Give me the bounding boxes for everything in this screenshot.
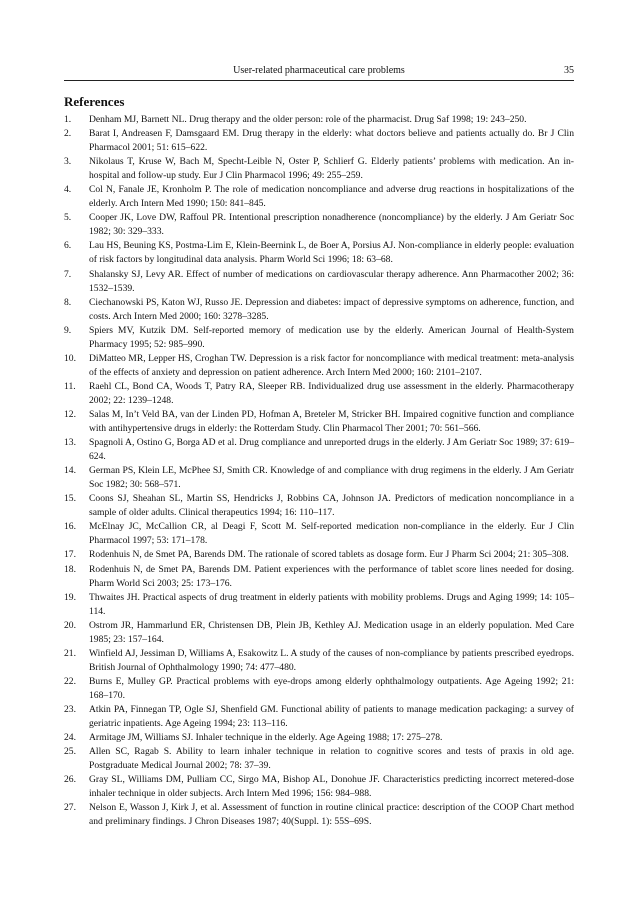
reference-item (64, 464, 574, 492)
reference-text: Spagnoli A, Ostino G, Borga AD et al. Drug compliance and unreported drugs in the elderly. J Am Geriatr Soc 1989; 37: 619–624. (89, 437, 574, 463)
reference-item (64, 731, 574, 745)
reference-text: Nikolaus T, Kruse W, Bach M, Specht-Leible N, Oster P, Schlierf G. Elderly patients’ problems with medication. An in-hospital and follow-up study. Eur J Clin Pharmacol 1996; 49: 255–259. (89, 156, 574, 182)
reference-item (64, 324, 574, 352)
reference-item (64, 296, 574, 324)
reference-text: McElnay JC, McCallion CR, al Deagi F, Scott M. Self-reported medication non-compliance in the elderly. Eur J Clin Pharmacol 1997; 53: 171–178. (89, 521, 574, 547)
reference-text: Atkin PA, Finnegan TP, Ogle SJ, Shenfield GM. Functional ability of patients to manage medication packaging: a survey of geriatric inpatients. Age Ageing 1994; 23: 113–116. (89, 703, 574, 730)
reference-item (64, 183, 574, 211)
reference-number: 19. (64, 591, 76, 603)
reference-number: 24. (64, 732, 76, 744)
reference-number: 27. (64, 802, 76, 814)
reference-item (64, 619, 574, 647)
reference-number: 12. (64, 408, 76, 420)
reference-item (64, 563, 574, 591)
reference-number: 23. (64, 703, 76, 715)
reference-item (64, 113, 574, 127)
reference-item (64, 127, 574, 155)
reference-number: 15. (64, 493, 76, 505)
reference-number: 21. (64, 647, 76, 659)
reference-number: 25. (64, 746, 76, 758)
reference-item (64, 520, 574, 548)
reference-number: 14. (64, 465, 76, 477)
reference-number: 4. (64, 184, 72, 196)
reference-number: 11. (64, 380, 76, 392)
reference-item (64, 675, 574, 703)
reference-item (64, 352, 574, 380)
reference-text: Burns E, Mulley GP. Practical problems with eye-drops among elderly ophthalmology outpatients. Age Ageing 1992; 21: 168–170. (89, 675, 574, 701)
reference-text: Barat I, Andreasen F, Damsgaard EM. Drug therapy in the elderly: what doctors believe and patients actually do. Br J Clin Pharmacol 2001; 51: 615–622. (89, 128, 574, 154)
reference-text: Spiers MV, Kutzik DM. Self-reported memory of medication use by the elderly. American Journal of Health-System Pharmacy 1995; 52: 985–990. (89, 324, 574, 350)
reference-list (64, 113, 574, 829)
reference-text: German PS, Klein LE, McPhee SJ, Smith CR. Knowledge of and compliance with drug regimens in the elderly. J Am Geriatr Soc 1982; 30: 568–571. (89, 465, 574, 491)
reference-item (64, 773, 574, 801)
reference-item (64, 211, 574, 239)
reference-number: 1. (64, 114, 72, 125)
reference-number: 16. (64, 521, 76, 533)
reference-item (64, 548, 574, 562)
reference-item (64, 745, 574, 773)
reference-text: Col N, Fanale JE, Kronholm P. The role of medication noncompliance and adverse drug reactions in hospitalizations of the elderly. Arch Intern Med 1990; 150: 841–845. (89, 184, 574, 210)
running-header (64, 64, 574, 78)
reference-text: DiMatteo MR, Lepper HS, Croghan TW. Depression is a risk factor for noncompliance with medical treatment: meta-analysis of the effects of anxiety and depression on patient adherence. Arch Intern Med 2000; 160: 2101–2107. (89, 352, 574, 378)
reference-number: 18. (64, 563, 76, 575)
reference-number: 3. (64, 156, 72, 168)
reference-number: 10. (64, 352, 76, 364)
reference-text: Ciechanowski PS, Katon WJ, Russo JE. Depression and diabetes: impact of depressive symptoms on adherence, function, and costs. Arch Intern Med 2000; 160: 3278–3285. (89, 296, 574, 322)
reference-number: 7. (64, 268, 72, 280)
reference-text: Rodenhuis N, de Smet PA, Barends DM. Patient experiences with the performance of tablet score lines needed for dosing. Pharm World Sci 2003; 25: 173–176. (89, 563, 574, 589)
reference-text: Salas M, In’t Veld BA, van der Linden PD, Hofman A, Breteler M, Stricker BH. Impaired cognitive function and compliance with antihypertensive drugs in elderly: the Rotterdam Study. Clin Pharmacol Ther 2001; 70: 561–566. (89, 408, 574, 435)
reference-number: 9. (64, 324, 72, 336)
reference-item (64, 408, 574, 436)
reference-text: Denham MJ, Barnett NL. Drug therapy and the older person: role of the pharmacist. Drug Saf 1998; 19: 243–250. (89, 114, 527, 125)
reference-item (64, 647, 574, 675)
reference-item (64, 239, 574, 267)
reference-item (64, 436, 574, 464)
reference-text: Coons SJ, Sheahan SL, Martin SS, Hendricks J, Robbins CA, Johnson JA. Predictors of medication noncompliance in a sample of older adults. Clinical therapeutics 1994; 16: 110–117. (89, 493, 574, 519)
reference-number: 26. (64, 774, 76, 786)
reference-text: Raehl CL, Bond CA, Woods T, Patry RA, Sleeper RB. Individualized drug use assessment in the elderly. Pharmacotherapy 2002; 22: 1239–1248. (89, 380, 574, 406)
reference-text: Allen SC, Ragab S. Ability to learn inhaler technique in relation to cognitive scores and tests of praxis in old age. Postgraduate Medical Journal 2002; 78: 37–39. (89, 746, 574, 772)
reference-item (64, 155, 574, 183)
page-number: 35 (564, 65, 574, 76)
reference-number: 20. (64, 619, 76, 631)
reference-item (64, 380, 574, 408)
reference-text: Shalansky SJ, Levy AR. Effect of number of medications on cardiovascular therapy adherence. Ann Pharmacother 2002; 36: 1532–1539. (89, 268, 574, 294)
reference-text: Nelson E, Wasson J, Kirk J, et al. Assessment of function in routine clinical practice: description of the COOP Chart method and preliminary findings. J Chron Diseases 1987; 40(Suppl. 1): 55S–69S. (89, 802, 574, 828)
running-title: User-related pharmaceutical care problems (233, 65, 405, 76)
reference-text: Lau HS, Beuning KS, Postma-Lim E, Klein-Beernink L, de Boer A, Porsius AJ. Non-compliance in elderly people: evaluation of risk factors by longitudinal data analysis. Pharm World Sci 1996; 18: 63–68. (89, 240, 574, 266)
reference-text: Rodenhuis N, de Smet PA, Barends DM. The rationale of scored tablets as dosage form. Eur J Pharm Sci 2004; 21: 305–308. (89, 549, 569, 561)
reference-number: 5. (64, 212, 72, 224)
reference-item (64, 492, 574, 520)
reference-text: Gray SL, Williams DM, Pulliam CC, Sirgo MA, Bishop AL, Donohue JF. Characteristics predicting incorrect metered-dose inhaler technique in older subjects. Arch Intern Med 1996; 156: 984–988. (89, 774, 574, 800)
reference-number: 2. (64, 128, 72, 140)
reference-text: Winfield AJ, Jessiman D, Williams A, Esakowitz L. A study of the causes of non-compliance by patients prescribed eyedrops. British Journal of Ophthalmology 1990; 74: 477–480. (89, 647, 574, 673)
reference-number: 13. (64, 437, 76, 449)
reference-text: Armitage JM, Williams SJ. Inhaler technique in the elderly. Age Ageing 1988; 17: 275–278. (89, 732, 443, 744)
reference-item (64, 268, 574, 296)
reference-number: 8. (64, 296, 72, 308)
reference-item (64, 703, 574, 731)
references-heading: References (64, 94, 125, 109)
reference-number: 22. (64, 675, 76, 687)
reference-text: Ostrom JR, Hammarlund ER, Christensen DB, Plein JB, Kethley AJ. Medication usage in an elderly population. Med Care 1985; 23: 157–164. (89, 619, 574, 645)
reference-item (64, 591, 574, 619)
reference-number: 6. (64, 240, 72, 252)
header-rule (64, 80, 574, 81)
reference-text: Cooper JK, Love DW, Raffoul PR. Intentional prescription nonadherence (noncompliance) by the elderly. J Am Geriatr Soc 1982; 30: 329–333. (89, 212, 574, 238)
reference-text: Thwaites JH. Practical aspects of drug treatment in elderly patients with mobility problems. Drugs and Aging 1999; 14: 105–114. (89, 591, 574, 617)
reference-number: 17. (64, 549, 76, 561)
reference-item (64, 801, 574, 829)
